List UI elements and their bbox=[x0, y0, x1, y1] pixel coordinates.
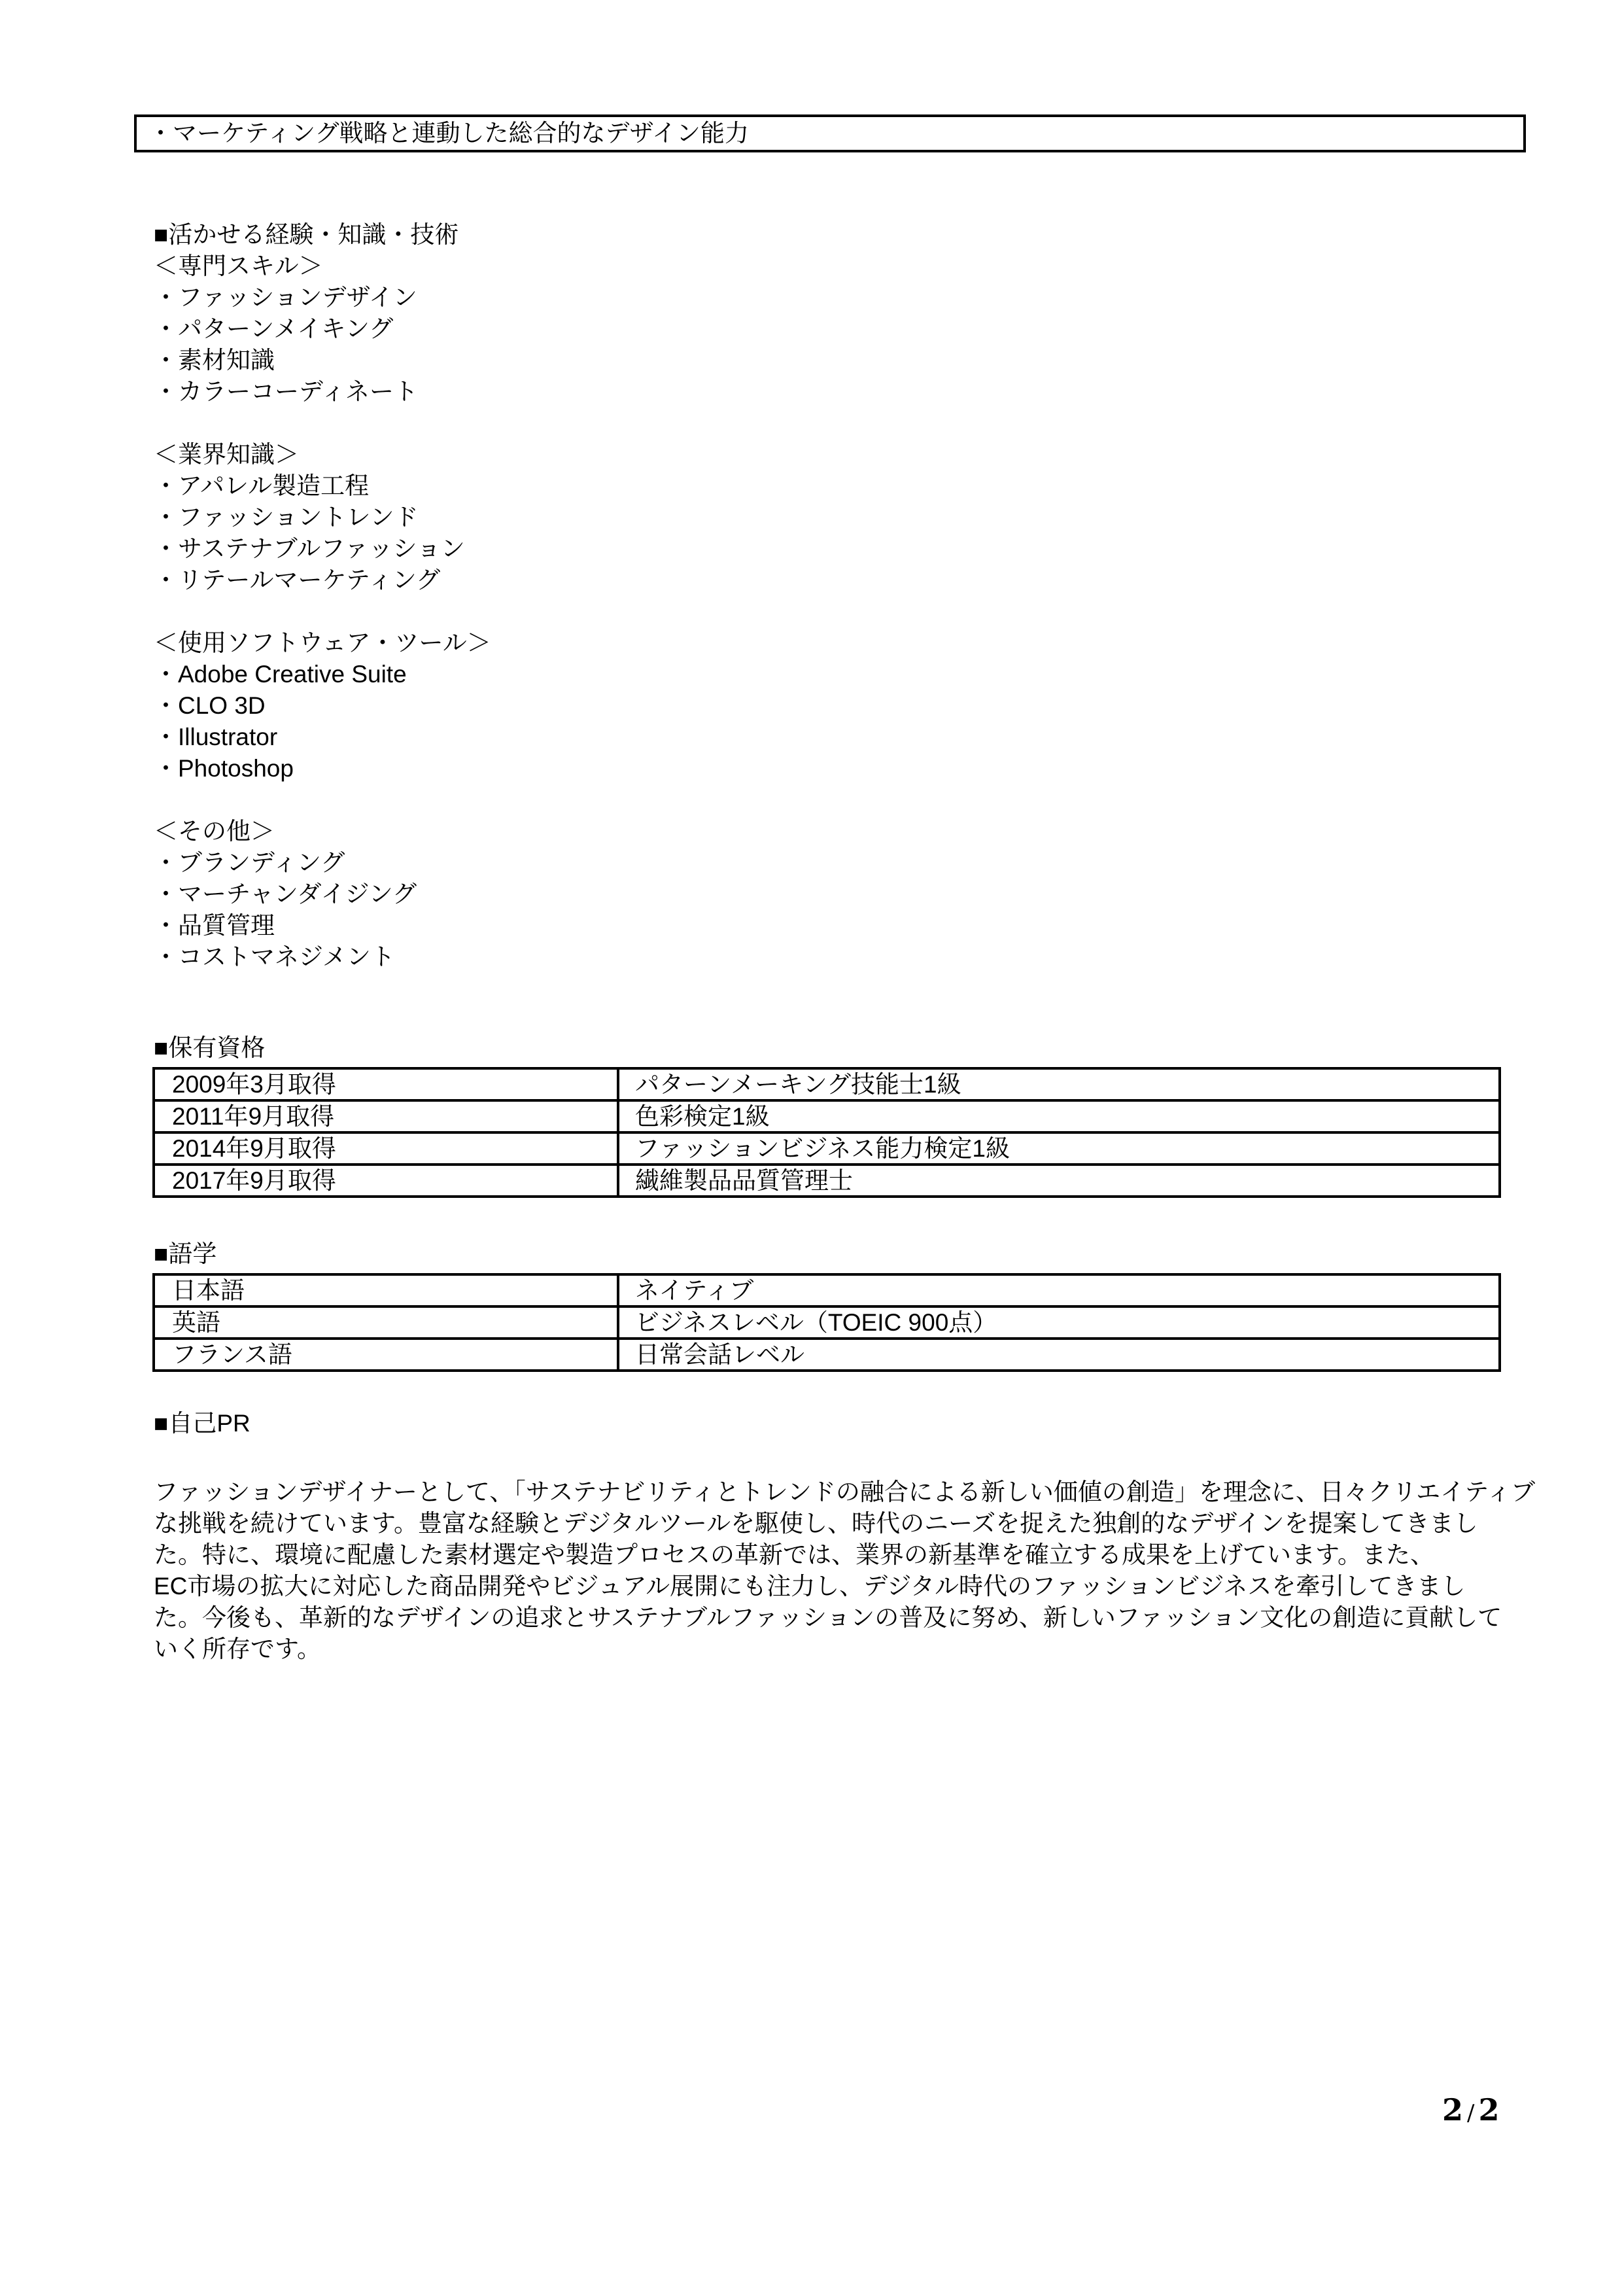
self-pr-line: な挑戦を続けています。豊富な経験とデジタルツールを駆使し、時代のニーズを捉えた独創的なデザインを提案してきまし bbox=[154, 1510, 1478, 1537]
skills-item: ・品質管理 bbox=[154, 912, 275, 939]
page-total: 2 bbox=[1478, 2092, 1501, 2128]
skills-group-title: ＜使用ソフトウェア・ツール＞ bbox=[154, 629, 491, 656]
table-row bbox=[154, 1100, 1500, 1132]
skills-item: ・リテールマーケティング bbox=[154, 567, 441, 593]
skills-heading: ■活かせる経験・知識・技術 bbox=[154, 221, 459, 248]
language-level: 日常会話レベル bbox=[618, 1339, 1500, 1371]
summary-box bbox=[134, 114, 1526, 152]
self-pr-line: た。特に、環境に配慮した素材選定や製造プロセスの革新では、業界の新基準を確立する成果を上げています。また、 bbox=[154, 1541, 1435, 1568]
qualifications-table bbox=[152, 1067, 1501, 1198]
table-row bbox=[154, 1132, 1500, 1165]
page-separator: / bbox=[1467, 2100, 1476, 2126]
page-current: 2 bbox=[1442, 2092, 1465, 2128]
skills-group-title: ＜その他＞ bbox=[154, 818, 275, 845]
skills-item: ・Adobe Creative Suite bbox=[154, 661, 407, 688]
qualification-date: 2017年9月取得 bbox=[154, 1165, 618, 1197]
qualification-name: 繊維製品品質管理士 bbox=[618, 1165, 1500, 1197]
self-pr-line: た。今後も、革新的なデザインの追求とサステナブルファッションの普及に努め、新しいファッション文化の創造に貢献して bbox=[154, 1604, 1502, 1631]
skills-item: ・カラーコーディネート bbox=[154, 378, 419, 405]
skills-item: ・ブランディング bbox=[154, 849, 345, 876]
summary-box-text: ・マーケティング戦略と連動した総合的なデザイン能力 bbox=[148, 120, 749, 147]
skills-item: ・素材知識 bbox=[154, 347, 275, 374]
table-row bbox=[154, 1306, 1500, 1339]
qualification-name: 色彩検定1級 bbox=[618, 1100, 1500, 1132]
skills-item: ・ファッショントレンド bbox=[154, 504, 419, 531]
language-level: ビジネスレベル（TOEIC 900点） bbox=[618, 1306, 1500, 1339]
qualification-name: ファッションビジネス能力検定1級 bbox=[618, 1132, 1500, 1165]
page-number bbox=[1442, 2092, 1501, 2128]
table-row bbox=[154, 1274, 1500, 1306]
language-name: 英語 bbox=[154, 1306, 618, 1339]
table-row bbox=[154, 1068, 1500, 1100]
spacer bbox=[154, 596, 491, 627]
language-name: 日本語 bbox=[154, 1274, 618, 1306]
table-row bbox=[154, 1165, 1500, 1197]
self-pr-line: ファッションデザイナーとして、「サステナビリティとトレンドの融合による新しい価値の創造」を理念に、日々クリエイティブ bbox=[154, 1479, 1536, 1505]
skills-item: ・サステナブルファッション bbox=[154, 535, 465, 562]
language-level: ネイティブ bbox=[618, 1274, 1500, 1306]
skills-item: ・Photoshop bbox=[154, 755, 294, 782]
skills-item: ・パターンメイキング bbox=[154, 315, 394, 342]
spacer bbox=[154, 784, 491, 816]
languages-heading: ■語学 bbox=[154, 1240, 217, 1267]
qualification-date: 2009年3月取得 bbox=[154, 1068, 618, 1100]
qualification-name: パターンメーキング技能士1級 bbox=[618, 1068, 1500, 1100]
qualifications-heading: ■保有資格 bbox=[154, 1034, 266, 1061]
skills-group-title: ＜専門スキル＞ bbox=[154, 253, 323, 279]
skills-item: ・マーチャンダイジング bbox=[154, 881, 417, 907]
self-pr-body bbox=[154, 1477, 1535, 1665]
qualification-date: 2011年9月取得 bbox=[154, 1100, 618, 1132]
skills-item: ・CLO 3D bbox=[154, 692, 266, 719]
language-name: フランス語 bbox=[154, 1339, 618, 1371]
skills-group-title: ＜業界知識＞ bbox=[154, 441, 299, 468]
skills-section bbox=[154, 219, 491, 973]
self-pr-line: EC市場の拡大に対応した商品開発やビジュアル展開にも注力し、デジタル時代のファッションビジネスを牽引してきまし bbox=[154, 1573, 1466, 1600]
skills-item: ・アパレル製造工程 bbox=[154, 472, 370, 499]
qualification-date: 2014年9月取得 bbox=[154, 1132, 618, 1165]
skills-item: ・コストマネジメント bbox=[154, 943, 395, 970]
spacer bbox=[154, 408, 491, 439]
self-pr-heading: ■自己PR bbox=[154, 1410, 251, 1437]
skills-item: ・Illustrator bbox=[154, 724, 278, 750]
table-row bbox=[154, 1339, 1500, 1371]
languages-table bbox=[152, 1273, 1501, 1372]
self-pr-line: いく所存です。 bbox=[154, 1636, 322, 1662]
skills-item: ・ファッションデザイン bbox=[154, 284, 417, 311]
